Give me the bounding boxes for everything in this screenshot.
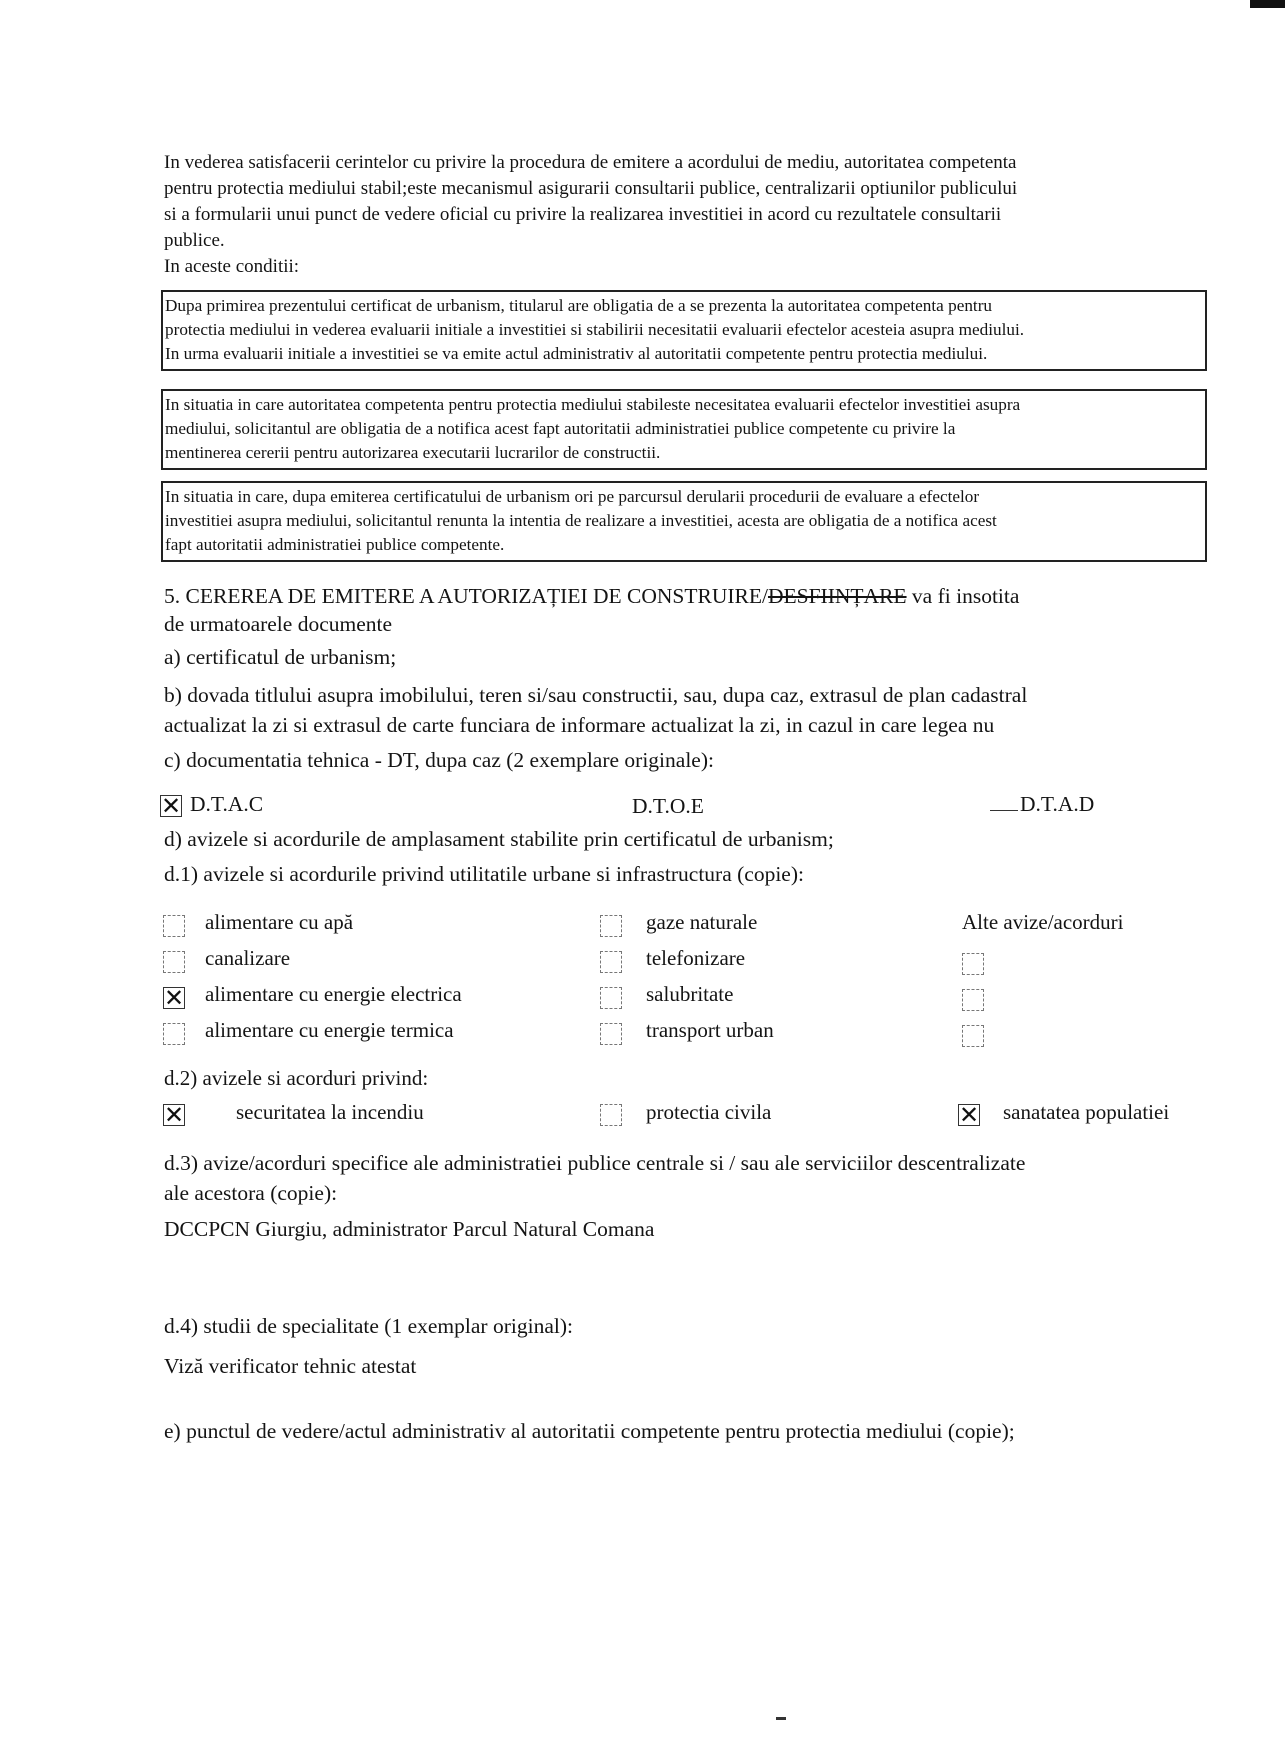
label-energie-electrica: alimentare cu energie electrica bbox=[205, 982, 462, 1006]
dtoe-label: D.T.O.E bbox=[632, 794, 704, 818]
item-d: d) avizele si acordurile de amplasament stabilite prin certificatul de urbanism; bbox=[164, 827, 834, 851]
item-d4: d.4) studii de specialitate (1 exemplar original): bbox=[164, 1314, 573, 1338]
checkbox-sanatatea-populatiei[interactable]: ✕ bbox=[959, 1101, 980, 1129]
dtad-label: D.T.A.D bbox=[1020, 792, 1095, 816]
scan-corner-mark bbox=[1250, 0, 1285, 8]
intro-line: si a formularii unui punct de vedere oficial cu privire la realizarea investitiei in acord cu rezultatele consultarii bbox=[164, 204, 1002, 225]
item-c: c) documentatia tehnica - DT, dupa caz (2 exemplare originale): bbox=[164, 748, 714, 772]
item-d1: d.1) avizele si acordurile privind utilitatile urbane si infrastructura (copie): bbox=[164, 862, 804, 886]
item-b-line: actualizat la zi si extrasul de carte funciara de informare actualizat la zi, in cazul in care legea nu bbox=[164, 713, 995, 737]
notice-line: In situatia in care, dupa emiterea certificatului de urbanism ori pe parcursul derularii procedurii de evaluare a efectelor bbox=[165, 487, 980, 506]
checkbox-canalizare[interactable] bbox=[163, 951, 185, 973]
notice-line: In urma evaluarii initiale a investitiei se va emite actul administrativ al autoritatii competente pentru protectia mediului. bbox=[165, 344, 988, 363]
item-b-line: b) dovada titlului asupra imobilului, teren si/sau constructii, sau, dupa caz, extrasul de plan cadastral bbox=[164, 683, 1028, 707]
label-gaze-naturale: gaze naturale bbox=[646, 910, 758, 934]
section-5-heading bbox=[164, 582, 1224, 638]
d4-value: Viză verificator tehnic atestat bbox=[164, 1354, 417, 1378]
notice-line: fapt autoritatii administratiei publice competente. bbox=[165, 535, 505, 554]
notice-box-2 bbox=[161, 389, 1207, 470]
checkbox-salubritate[interactable] bbox=[600, 987, 622, 1009]
dtad-blank[interactable] bbox=[990, 810, 1018, 811]
label-sanatatea-populatiei: sanatatea populatiei bbox=[1003, 1100, 1170, 1124]
checkbox-alte-2[interactable] bbox=[962, 989, 984, 1011]
label-salubritate: salubritate bbox=[646, 982, 734, 1006]
checkbox-alte-3[interactable] bbox=[962, 1025, 984, 1047]
label-protectia-civila: protectia civila bbox=[646, 1100, 772, 1124]
dtad-option bbox=[990, 792, 1094, 817]
heading-text: va fi insotita bbox=[906, 584, 1020, 608]
checkbox-dtac[interactable]: ✕ bbox=[161, 792, 182, 820]
struck-word: DESFIINȚARE bbox=[767, 584, 907, 608]
dtac-label: D.T.A.C bbox=[190, 792, 264, 816]
label-alimentare-apa: alimentare cu apă bbox=[205, 910, 354, 934]
checkbox-alte-1[interactable] bbox=[962, 953, 984, 975]
notice-box-1 bbox=[161, 290, 1207, 371]
notice-line: mediului, solicitantul are obligatia de a notifica acest fapt autoritatii administratiei publice competente cu privire la bbox=[165, 419, 956, 438]
item-d2: d.2) avizele si acorduri privind: bbox=[164, 1066, 429, 1090]
checkbox-transport-urban[interactable] bbox=[600, 1023, 622, 1045]
intro-line: publice. bbox=[164, 230, 225, 251]
intro-paragraph bbox=[164, 150, 1224, 280]
item-e: e) punctul de vedere/actul administrativ al autoritatii competente pentru protectia mediului (copie); bbox=[164, 1419, 1015, 1443]
item-d3-line: ale acestora (copie): bbox=[164, 1181, 338, 1205]
item-d3-line: d.3) avize/acorduri specifice ale administratiei publice centrale si / sau ale serviciilor descentralizate bbox=[164, 1151, 1026, 1175]
heading-text: de urmatoarele documente bbox=[164, 612, 393, 636]
scan-speck bbox=[776, 1717, 786, 1720]
alte-avize-title: Alte avize/acorduri bbox=[962, 910, 1124, 934]
label-securitate-incendiu: securitatea la incendiu bbox=[236, 1100, 424, 1124]
checkbox-alimentare-apa[interactable] bbox=[163, 915, 185, 937]
checkbox-gaze-naturale[interactable] bbox=[600, 915, 622, 937]
notice-line: mentinerea cererii pentru autorizarea executarii lucrarilor de constructii. bbox=[165, 443, 661, 462]
notice-line: In situatia in care autoritatea competenta pentru protectia mediului stabileste necesitatea evaluarii efectelor investitiei asupra bbox=[165, 395, 1021, 414]
intro-line: pentru protectia mediului stabil;este mecanismul asigurarii consultarii publice, centralizarii optiunilor publicului bbox=[164, 178, 1018, 199]
label-canalizare: canalizare bbox=[205, 946, 291, 970]
checkbox-energie-electrica[interactable]: ✕ bbox=[164, 984, 185, 1012]
notice-line: investitiei asupra mediului, solicitantul renunta la intentia de realizare a investitiei, acesta are obligatia de a notifica acest bbox=[165, 511, 997, 530]
heading-text: 5. CEREREA DE EMITERE A AUTORIZAȚIEI DE CONSTRUIRE/ bbox=[164, 584, 768, 608]
item-d3 bbox=[164, 1148, 1224, 1208]
label-energie-termica: alimentare cu energie termica bbox=[205, 1018, 454, 1042]
item-b bbox=[164, 680, 1027, 740]
notice-line: Dupa primirea prezentului certificat de urbanism, titularul are obligatia de a se prezenta la autoritatea competenta pentru bbox=[165, 296, 993, 315]
label-telefonizare: telefonizare bbox=[646, 946, 746, 970]
intro-conditions: In aceste conditii: bbox=[164, 256, 300, 277]
checkbox-energie-termica[interactable] bbox=[163, 1023, 185, 1045]
checkbox-telefonizare[interactable] bbox=[600, 951, 622, 973]
intro-line: In vederea satisfacerii cerintelor cu privire la procedura de emitere a acordului de mediu, autoritatea competenta bbox=[164, 152, 1017, 173]
notice-line: protectia mediului in vederea evaluarii initiale a investitiei si stabilirii necesitatii evaluarii efectelor acesteia asupra mediului. bbox=[165, 320, 1025, 339]
notice-box-3 bbox=[161, 481, 1207, 562]
checkbox-securitate-incendiu[interactable]: ✕ bbox=[164, 1101, 185, 1129]
d3-value: DCCPCN Giurgiu, administrator Parcul Natural Comana bbox=[164, 1217, 655, 1241]
item-a: a) certificatul de urbanism; bbox=[164, 645, 397, 669]
label-transport-urban: transport urban bbox=[646, 1018, 774, 1042]
checkbox-protectia-civila[interactable] bbox=[600, 1104, 622, 1126]
